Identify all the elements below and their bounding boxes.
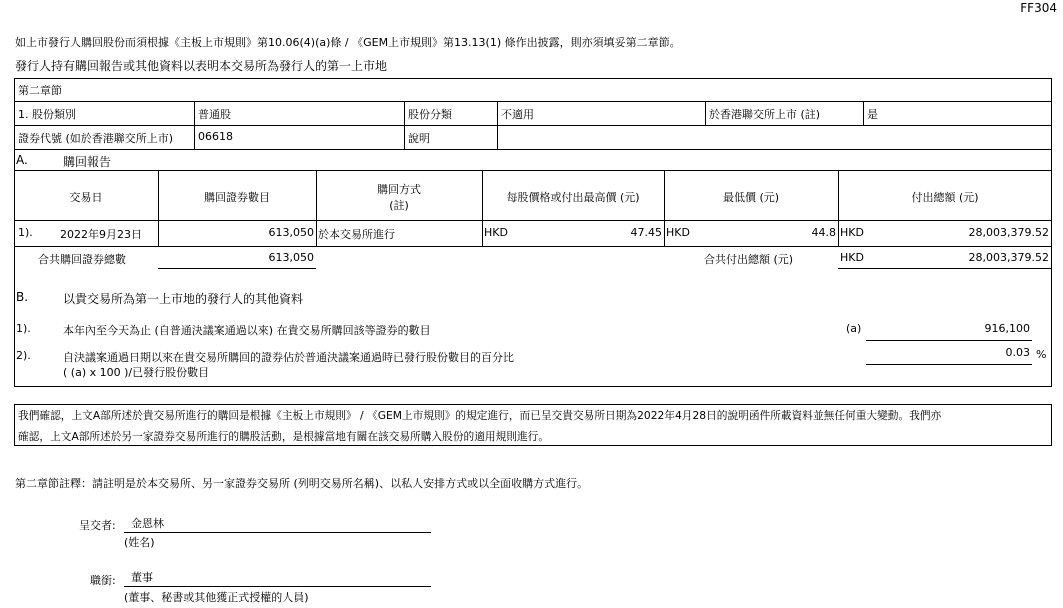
header-method: 購回方式 (377, 183, 421, 196)
section-a-letter: A. (16, 153, 28, 167)
submitter-label: 呈交者: (79, 519, 116, 532)
row-low-currency: HKD (666, 226, 690, 239)
item1-tag: (a) (846, 322, 862, 335)
stock-code-label: 證券代號 (如於香港聯交所上市) (18, 132, 174, 145)
notice-text: 如上市發行人購回股份而須根據《主板上市規則》第10.06(4)(a)條 / 《GEM上市規則》第13.13(1) 條作出披露，則亦須填妥第二章節。 (15, 36, 681, 49)
header-total-paid: 付出總額 (元) (911, 191, 979, 204)
header-date: 交易日 (69, 191, 103, 204)
confirmation-line-1: 我們確認，上文A部所述於貴交易所進行的購回是根據《主板上市規則》 / 《GEM上市規則》的規定進行，而已呈交貴交易所日期為2022年4月28日的說明函件所載資料並無任何重大變動。我們亦 (18, 409, 942, 422)
item2-value: 0.03 (1005, 346, 1030, 359)
header-low-price: 最低價 (元) (722, 191, 780, 204)
header-high-price: 每股價格或付出最高價 (元) (506, 191, 640, 204)
row-number: 1). (18, 226, 33, 239)
share-class-value: 普通股 (198, 108, 231, 121)
sum-quantity-label: 合共購回證券總數 (38, 253, 126, 266)
header-method-note: (註) (389, 199, 409, 212)
row-method: 於本交易所進行 (318, 228, 395, 241)
item2-unit: % (1036, 348, 1047, 361)
row-total-currency: HKD (840, 226, 864, 239)
listed-label: 於香港聯交所上市 (註) (709, 108, 821, 121)
subtitle: 發行人持有購回報告或其他資料以表明本交易所為發行人的第一上市地 (15, 59, 388, 73)
item1-number: 1). (16, 322, 31, 335)
row-total-paid: 28,003,379.52 (968, 226, 1049, 239)
subclass-value: 不適用 (501, 108, 534, 121)
title-label: 職銜: (90, 574, 116, 587)
section-a-title: 購回報告 (63, 155, 112, 169)
row-date: 2022年9月23日 (60, 228, 142, 241)
title-caption: (董事、秘書或其他獲正式授權的人員) (124, 591, 309, 604)
section-b-title: 以貴交易所為第一上市地的發行人的其他資料 (63, 292, 304, 306)
row-high-price: 47.45 (630, 226, 662, 239)
item2-text: 自決議案通過日期以來在貴交易所購回的證券佔於普通決議案通過時已發行股份數目的百分比 (63, 351, 514, 364)
section-b-letter: B. (16, 290, 29, 304)
sum-paid-currency: HKD (840, 251, 864, 264)
sum-paid-label: 合共付出總額 (元) (704, 253, 794, 266)
sum-paid: 28,003,379.52 (968, 251, 1049, 264)
item1-text: 本年內至今天為止 (自普通決議案通過以來) 在貴交易所購回該等證券的數目 (63, 324, 431, 337)
section-note: 第二章節註釋：請註明是於本交易所、另一家證券交易所 (列明交易所名稱)、以私人安排方式或以全面收購方式進行。 (15, 477, 589, 490)
item2-formula: ( (a) x 100 )/已發行股份數目 (63, 366, 210, 379)
confirmation-line-2: 確認，上文A部所述於另一家證券交易所進行的購股活動，是根據當地有關在該交易所購入股份的適用規則進行。 (18, 430, 550, 443)
title-value: 董事 (131, 571, 153, 584)
item2-number: 2). (16, 349, 31, 362)
share-class-label: 1. 股份類別 (18, 108, 76, 121)
submitter-caption: (姓名) (124, 536, 155, 549)
row-quantity: 613,050 (268, 226, 314, 239)
sum-quantity: 613,050 (268, 251, 314, 264)
submitter-name: 金恩林 (131, 517, 164, 530)
item1-value: 916,100 (984, 322, 1030, 335)
header-quantity: 購回證券數目 (204, 191, 270, 204)
row-high-currency: HKD (484, 226, 508, 239)
chapter-title: 第二章節 (18, 84, 62, 97)
form-code: FF304 (1020, 1, 1057, 15)
subclass-label: 股份分類 (408, 108, 452, 121)
row-low-price: 44.8 (811, 226, 836, 239)
listed-value: 是 (867, 108, 878, 121)
stock-code-value: 06618 (198, 130, 233, 143)
description-label: 說明 (408, 132, 430, 145)
